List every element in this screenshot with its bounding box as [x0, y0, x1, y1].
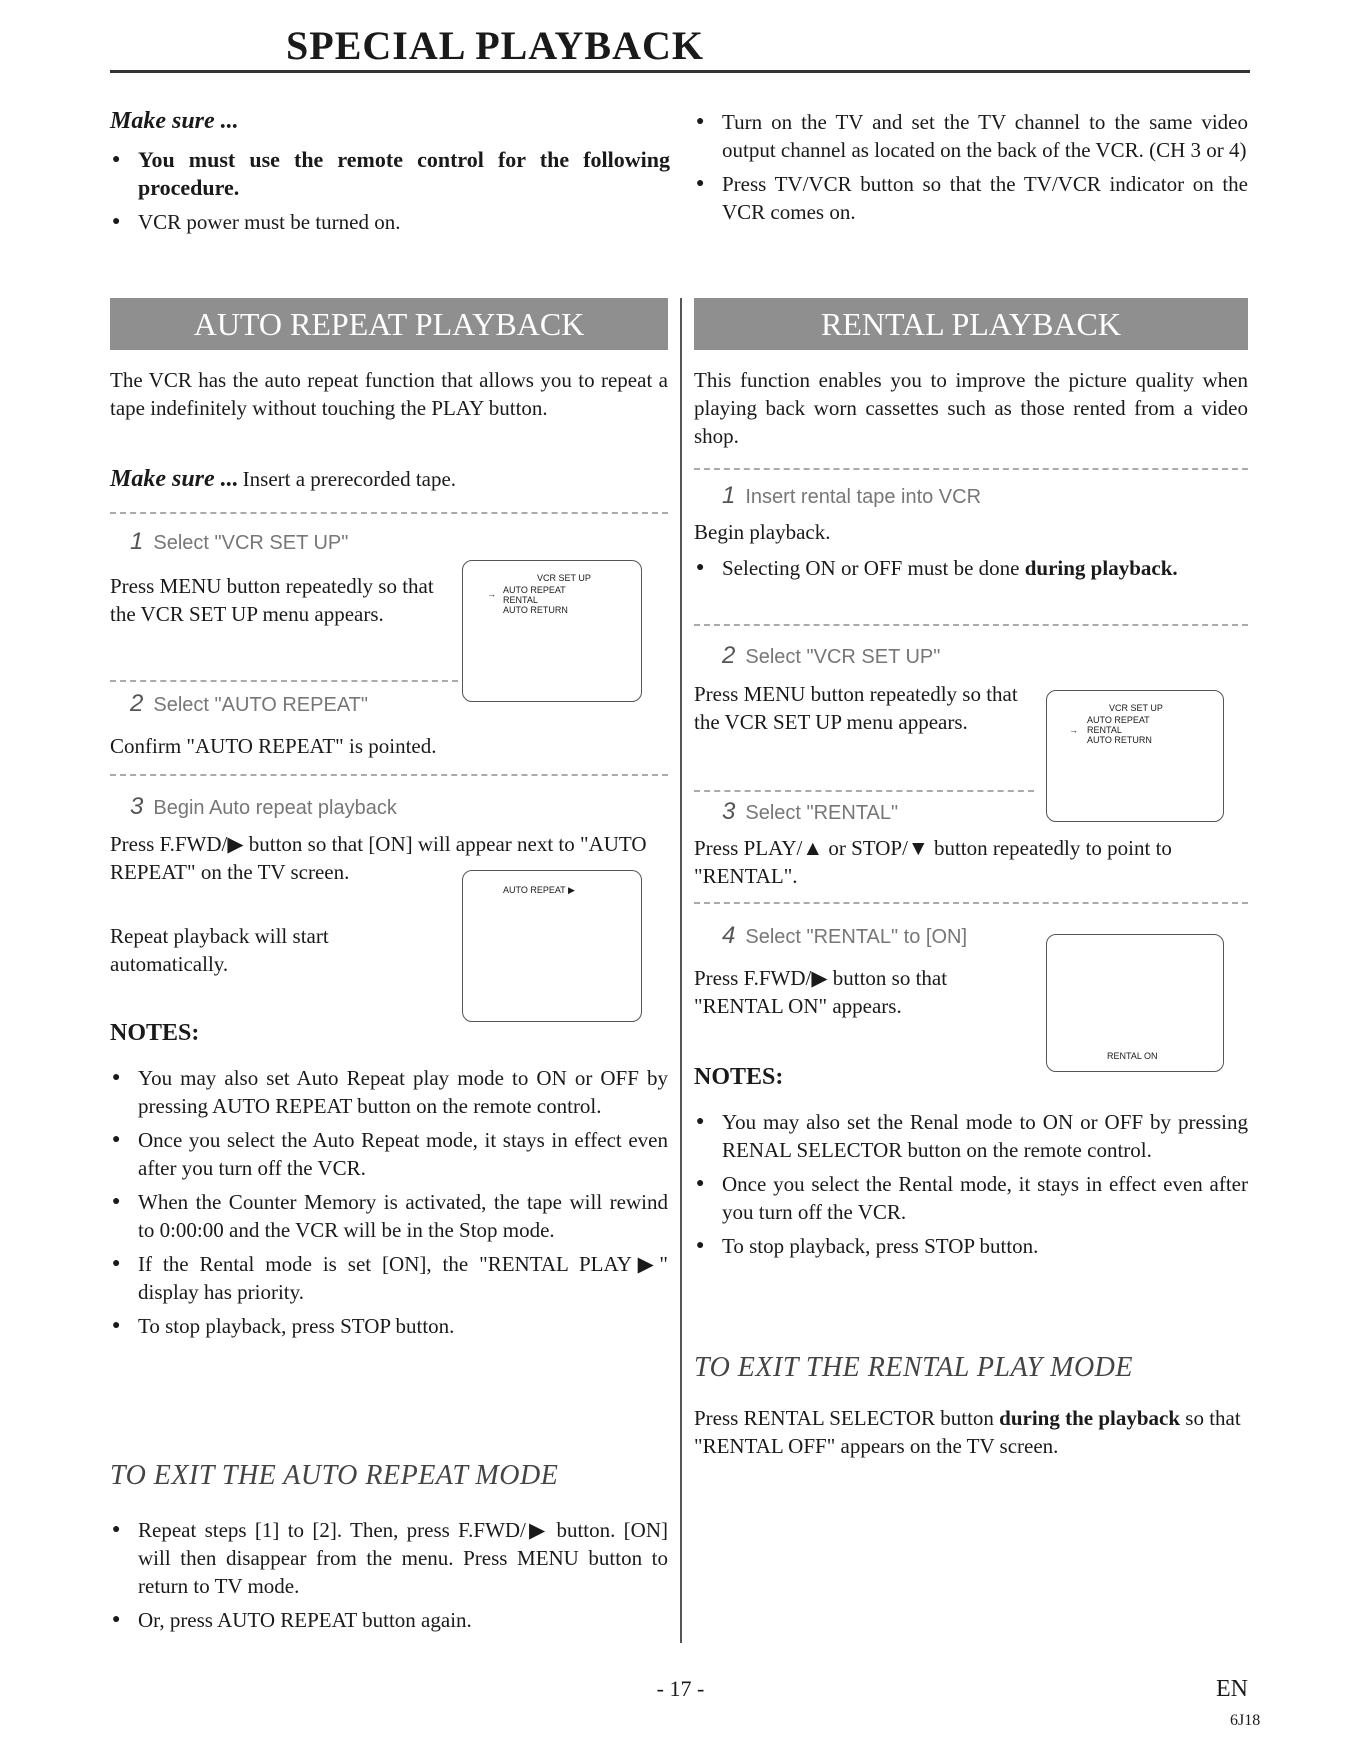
osd-text: RENTAL ON [1107, 1051, 1158, 1061]
step-number: 4 [722, 922, 736, 949]
menu-item-rental: RENTAL [1087, 725, 1122, 735]
divider [694, 790, 1034, 792]
note-item: ● When the Counter Memory is activated, the tape will rewind to 0:00:00 and the VCR will be in the Stop mode. [110, 1188, 668, 1244]
step-title: Select "AUTO REPEAT" [153, 694, 368, 716]
menu-item-auto-repeat: AUTO REPEAT [1087, 715, 1150, 725]
rental-intro: This function enables you to improve the picture quality when playing back worn cassettes such as those rented from a video shop. [694, 368, 1248, 448]
divider [694, 624, 1248, 626]
exit-item: ● Or, press AUTO REPEAT button again. [110, 1606, 668, 1634]
rental-step4-text: Press F.FWD/▶ button so that "RENTAL ON" appears. [694, 966, 948, 1018]
bullet-text: Selecting ON or OFF must be done [722, 556, 1025, 580]
step-number: 2 [130, 690, 144, 717]
rental-step1-title [722, 482, 981, 510]
note-item: ● You may also set Auto Repeat play mode to ON or OFF by pressing AUTO REPEAT button on the remote control. [110, 1064, 668, 1120]
rental-step3-text: Press PLAY/▲ or STOP/▼ button repeatedly to point to "RENTAL". [694, 836, 1172, 888]
divider [694, 902, 1248, 904]
bullet-emphasis: during playback. [1024, 556, 1178, 580]
divider [110, 512, 668, 514]
rental-notes-heading: NOTES: [694, 1064, 784, 1090]
auto-repeat-exit-list [110, 1516, 668, 1640]
auto-repeat-step1-text: Press MENU button repeatedly so that the VCR SET UP menu appears. [110, 574, 434, 626]
make-sure-bullet-tvvcr: ● Press TV/VCR button so that the TV/VCR indicator on the VCR comes on. [694, 170, 1248, 226]
menu-title: VCR SET UP [1109, 703, 1163, 713]
menu-item-auto-return: AUTO RETURN [1087, 735, 1152, 745]
make-sure-bullet-remote: ● You must use the remote control for the following procedure. [110, 146, 670, 202]
rental-step1-bullet [694, 554, 1248, 588]
menu-pointer-arrow: → [487, 589, 496, 599]
make-sure-right-list [694, 108, 1248, 232]
divider [110, 680, 458, 682]
vcr-setup-menu-screen [462, 560, 642, 702]
rental-step4-title [722, 922, 967, 950]
divider [110, 774, 668, 776]
menu-title: VCR SET UP [537, 573, 591, 583]
step-title: Begin Auto repeat playback [153, 797, 397, 819]
rental-step2-text: Press MENU button repeatedly so that the VCR SET UP menu appears. [694, 682, 1018, 734]
rental-exit-heading: TO EXIT THE RENTAL PLAY MODE [694, 1352, 1134, 1383]
auto-repeat-step2-title [130, 690, 368, 718]
exit-item: ● Repeat steps [1] to [2]. Then, press F.FWD/▶ button. [ON] will then disappear from the menu. Press MENU button to return to TV mode. [110, 1516, 668, 1600]
page-title: SPECIAL PLAYBACK [286, 23, 704, 68]
rental-step1-text: Begin playback. [694, 520, 831, 544]
auto-repeat-intro: The VCR has the auto repeat function that allows you to repeat a tape indefinitely without touching the PLAY button. [110, 368, 668, 420]
language-code: EN [1216, 1676, 1248, 1702]
auto-repeat-osd-screen [462, 870, 642, 1022]
auto-repeat-make-sure-text: Insert a prerecorded tape. [242, 467, 457, 491]
rental-banner: RENTAL PLAYBACK [694, 298, 1248, 350]
rental-vcr-setup-menu-screen [1046, 690, 1224, 822]
page-number: - 17 - [656, 1676, 705, 1701]
note-item: ● You may also set the Renal mode to ON or OFF by pressing RENAL SELECTOR button on the remote control. [694, 1108, 1248, 1164]
step-title: Select "VCR SET UP" [745, 646, 941, 668]
auto-repeat-step3-title [130, 793, 397, 821]
step-title: Select "RENTAL" to [ON] [745, 926, 968, 948]
rental-step3-title [722, 798, 898, 826]
auto-repeat-step1-title [130, 528, 348, 556]
make-sure-bullet-tv: ● Turn on the TV and set the TV channel to the same video output channel as located on the back of the VCR. (CH 3 or 4) [694, 108, 1248, 164]
rental-notes-list [694, 1108, 1248, 1266]
step-title: Select "RENTAL" [745, 802, 899, 824]
exit-text: Press RENTAL SELECTOR button [694, 1406, 1000, 1430]
auto-repeat-make-sure [110, 466, 668, 493]
menu-item-auto-repeat: AUTO REPEAT [503, 585, 566, 595]
menu-pointer-arrow: → [1069, 725, 1078, 735]
note-item: ● To stop playback, press STOP button. [694, 1232, 1248, 1260]
rental-osd-screen [1046, 934, 1224, 1072]
step-number: 2 [722, 642, 736, 669]
auto-repeat-step2-text: Confirm "AUTO REPEAT" is pointed. [110, 734, 437, 758]
exit-emphasis: during the playback [999, 1406, 1181, 1430]
make-sure-heading: Make sure ... [110, 108, 239, 134]
osd-text: AUTO REPEAT ▶ [503, 885, 575, 895]
column-divider [680, 298, 682, 1643]
auto-repeat-notes-list [110, 1064, 668, 1346]
menu-item-auto-return: AUTO RETURN [503, 605, 568, 615]
make-sure-bullet-power: ● VCR power must be turned on. [110, 208, 670, 236]
make-sure-left-list [110, 146, 670, 242]
step-number: 1 [722, 482, 736, 509]
auto-repeat-step3-text1: Press F.FWD/▶ button so that [ON] will appear next to "AUTO REPEAT" on the TV screen. [110, 832, 647, 884]
auto-repeat-step3-text2: Repeat playback will start automatically. [110, 924, 329, 976]
menu-item-rental: RENTAL [503, 595, 538, 605]
auto-repeat-exit-heading: TO EXIT THE AUTO REPEAT MODE [110, 1460, 559, 1491]
step-title: Select "VCR SET UP" [153, 532, 349, 554]
divider [694, 468, 1248, 470]
title-rule [110, 70, 1250, 73]
note-item: ● If the Rental mode is set [ON], the "RENTAL PLAY▶" display has priority. [110, 1250, 668, 1306]
auto-repeat-banner: AUTO REPEAT PLAYBACK [110, 298, 668, 350]
model-code: 6J18 [1230, 1712, 1261, 1729]
step-title: Insert rental tape into VCR [745, 486, 982, 508]
rental-step1-bullet-text [694, 554, 1248, 582]
rental-step2-title [722, 642, 940, 670]
note-item: ● Once you select the Auto Repeat mode, it stays in effect even after you turn off the VCR. [110, 1126, 668, 1182]
auto-repeat-notes-heading: NOTES: [110, 1020, 200, 1046]
note-item: ● To stop playback, press STOP button. [110, 1312, 668, 1340]
auto-repeat-make-sure-label: Make sure ... [110, 466, 239, 492]
step-number: 1 [130, 528, 144, 555]
rental-exit-text [694, 1404, 1248, 1460]
step-number: 3 [722, 798, 736, 825]
step-number: 3 [130, 793, 144, 820]
exit-text: so that "RENTAL OFF" appears on the TV screen. [694, 1406, 1241, 1458]
note-item: ● Once you select the Rental mode, it stays in effect even after you turn off the VCR. [694, 1170, 1248, 1226]
